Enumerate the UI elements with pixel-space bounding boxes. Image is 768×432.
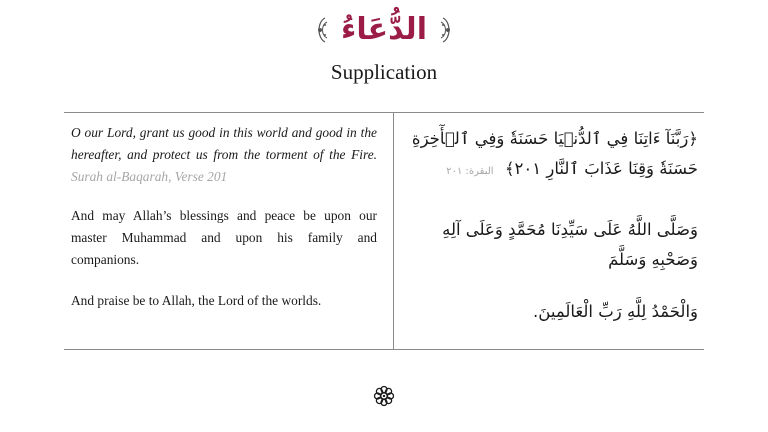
english-verse (71, 122, 377, 188)
english-praise: And praise be to Allah, the Lord of the worlds. (71, 293, 322, 308)
arabic-blessing: وَصَلَّى اللَّهُ عَلَى سَيِّدِنَا مُحَمَّدٍ وَعَلَى آلِهِ وَصَحْبِهِ وَسَلَّمَ (442, 220, 698, 269)
title-row (0, 8, 768, 52)
floral-bracket-icon (437, 16, 455, 44)
arabic-verse-reference: البقرة: ٢٠١ (446, 166, 494, 177)
flower-rosette-icon (373, 385, 395, 407)
english-verse-text: O our Lord, grant us good in this world and good in the hereafter, and protect us from the torment of the Fire. (71, 125, 377, 162)
arabic-verse-text: ﴿رَبَّنَآ ءَاتِنَا فِي ٱلدُّنۡيَا حَسَنَةٗ وَفِي ٱلۡأٓخِرَةِ حَسَنَةٗ وَقِنَا عَذَابَ ٱلنَّارِ ٢٠١﴾ (411, 129, 698, 178)
arabic-praise: وَالْحَمْدُ لِلَّهِ رَبِّ الْعَالَمِينَ. (533, 302, 698, 321)
top-rule (64, 112, 704, 113)
floral-bracket-icon (313, 16, 331, 44)
arabic-title: الدُّعَاءُ (341, 12, 427, 47)
english-blessing: And may Allah’s blessings and peace be upon our master Muhammad and upon his family and companions. (71, 208, 377, 267)
column-divider (393, 112, 394, 350)
arabic-column (406, 124, 698, 327)
english-column (71, 122, 377, 312)
arabic-verse (406, 124, 698, 187)
english-verse-reference: Surah al-Baqarah, Verse 201 (71, 169, 228, 184)
page-title: Supplication (330, 60, 438, 84)
bottom-rule (64, 349, 704, 350)
